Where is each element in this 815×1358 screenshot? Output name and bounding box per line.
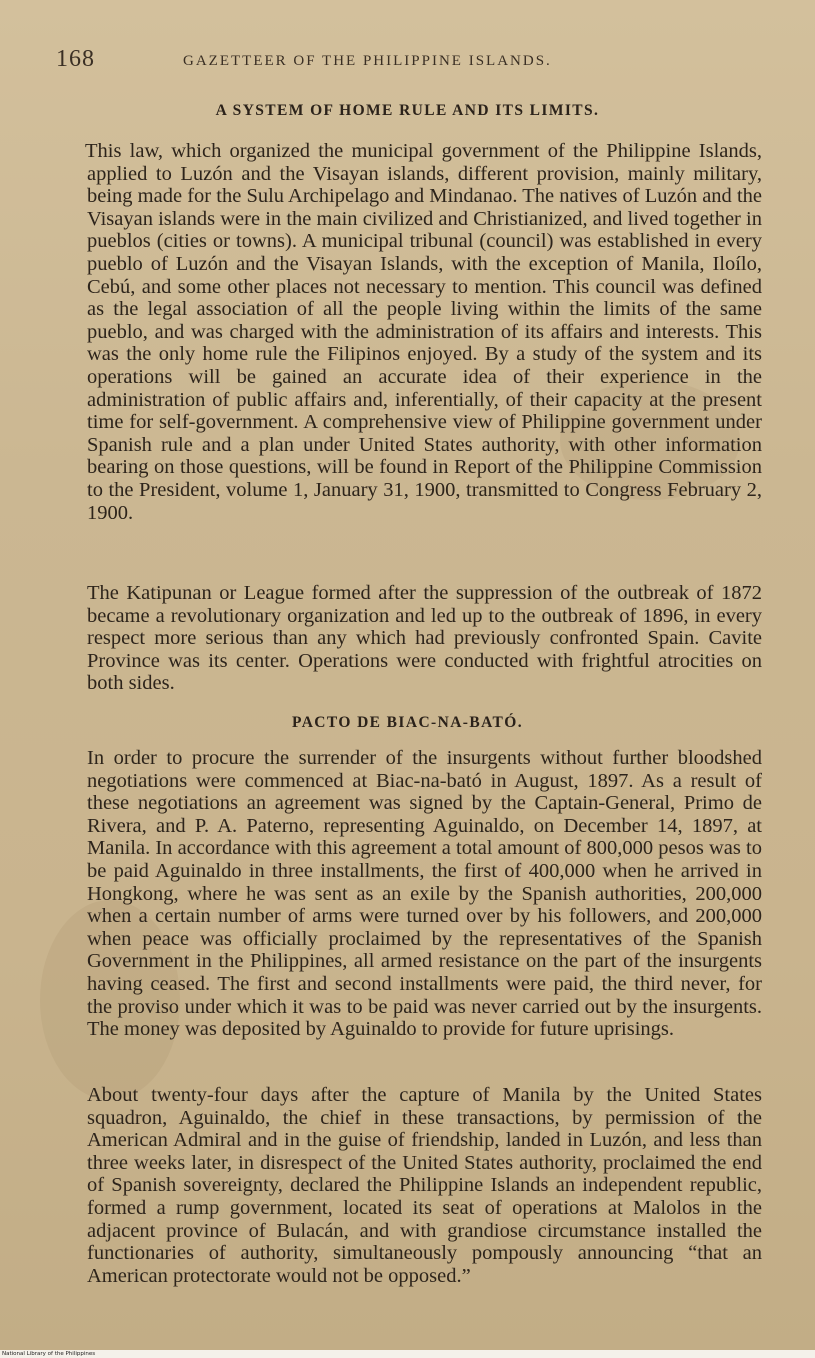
paragraph-pacto-2: About twenty-four days after the capture of Manila by the United States squadron, Aguinaldo, the chief in these transactions, by permission of the American Admiral and in the guise of friendship, landed in Luzón, and less than three weeks later, in disrespect of the United States authority, proclaimed the end of Spanish sovereignty, declared the Philippine Islands an independent republic, formed a rump government, located its seat of operations at Malolos in the adjacent province of Bulacán, and with grandiose circumstance installed the functionaries of authority, simultaneously pompously announcing “that an American protectorate would not be opposed.” <box>87 1084 762 1287</box>
page-number: 168 <box>56 46 95 72</box>
library-credit-footer: National Library of the Philippines <box>0 1350 815 1358</box>
section-heading-pacto: PACTO DE BIAC-NA-BATÓ. <box>291 714 524 731</box>
paragraph-katipunan: The Katipunan or League formed after the suppression of the outbreak of 1872 became a revolutionary organization and led up to the outbreak of 1896, in every respect more serious than any which had previously confronted Spain. Cavite Province was its center. Operations were conducted with frightful atrocities on both sides. <box>87 582 762 695</box>
running-head: GAZETTEER OF THE PHILIPPINE ISLANDS. <box>183 53 552 69</box>
section-heading-home-rule: A SYSTEM OF HOME RULE AND ITS LIMITS. <box>215 102 600 119</box>
paragraph-pacto-1: In order to procure the surrender of the insurgents without further bloodshed negotiations were commenced at Biac-na-bató in August, 1897. As a result of these negotiations an agreement was signed by the Captain-General, Primo de Rivera, and P. A. Paterno, representing Aguinaldo, on December 14, 1897, at Manila. In accordance with this agreement a total amount of 800,000 pesos was to be paid Aguinaldo in three installments, the first of 400,000 when he arrived in Hongkong, where he was sent as an exile by the Spanish authorities, 200,000 when a certain number of arms were turned over by his followers, and 200,000 when peace was officially proclaimed by the representatives of the Spanish Government in the Philippines, all armed resistance on the part of the insurgents having ceased. The first and second installments were paid, the third never, for the proviso under which it was to be paid was never carried out by the insurgents. The money was deposited by Aguinaldo to provide for future uprisings. <box>87 747 762 1041</box>
paragraph-home-rule-1: This law, which organized the municipal government of the Philippine Islands, applied to Luzón and the Visayan islands, different provision, mainly military, being made for the Sulu Archipelago and Mindanao. The natives of Luzón and the Visayan islands were in the main civilized and Christianized, and lived together in pueblos (cities or towns). A municipal tribunal (council) was established in every pueblo of Luzón and the Visayan Islands, with the exception of Manila, Iloílo, Cebú, and some other places not necessary to mention. This council was defined as the legal association of all the people living within the limits of the same pueblo, and was charged with the administration of its affairs and interests. This was the only home rule the Filipinos enjoyed. By a study of the system and its operations will be gained an accurate idea of their experience in the administration of public affairs and, inferentially, of their capacity at the present time for self-government. A comprehensive view of Philippine government under Spanish rule and a plan under United States authority, with other information bearing on those questions, will be found in Report of the Philippine Commission to the President, volume 1, January 31, 1900, transmitted to Congress February 2, 1900. <box>85 140 762 524</box>
page-header <box>56 46 775 76</box>
